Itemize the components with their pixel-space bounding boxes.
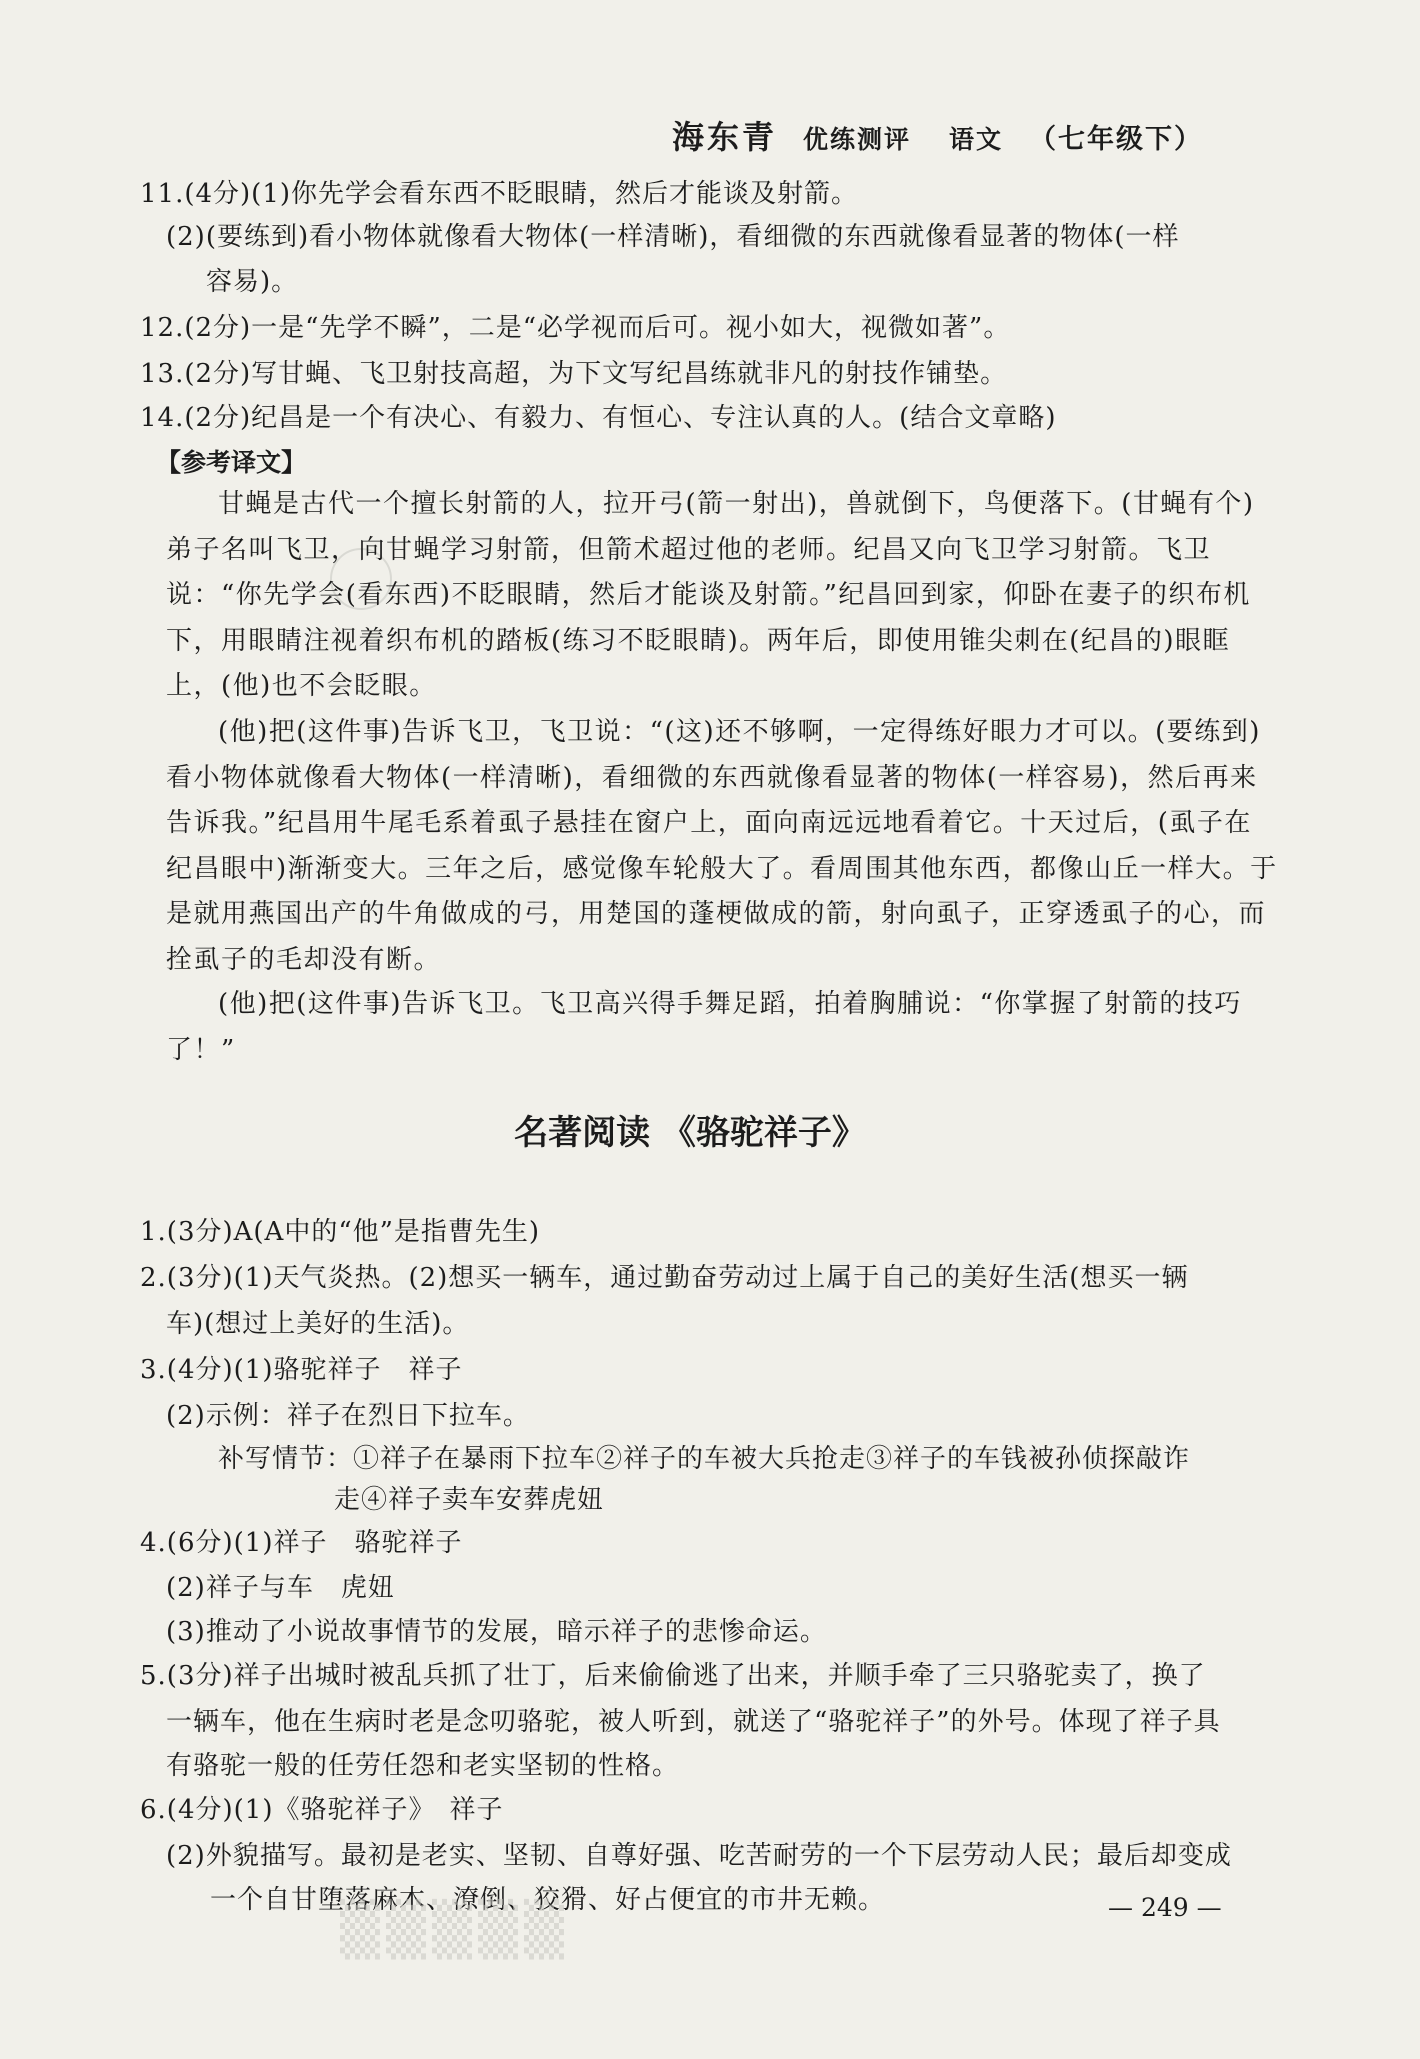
answer-line: 3.(4分)(1)骆驼祥子 祥子	[140, 1355, 463, 1385]
translation-paragraph: (他)把(这件事)告诉飞卫。飞卫高兴得手舞足蹈，拍着胸脯说：“你掌握了射箭的技巧了！”	[166, 989, 1242, 1065]
subject-name: 语文	[949, 125, 1004, 154]
page-number: — 249 —	[1108, 1893, 1222, 1922]
answer-line: 13.(2分)写甘蝇、飞卫射技高超，为下文写纪昌练就非凡的射技作铺垫。	[140, 359, 1008, 389]
answer-line: 1.(3分)A(A中的“他”是指曹先生)	[140, 1217, 541, 1247]
answer-line: 2.(3分)(1)天气炎热。(2)想买一辆车，通过勤奋劳动过上属于自己的美好生活(想买一辆	[140, 1263, 1189, 1293]
answer-line: 车)(想过上美好的生活)。	[166, 1309, 470, 1339]
series-name: 优练测评	[803, 125, 912, 154]
answer-line: (2)外貌描写。最初是老实、坚韧、自尊好强、吃苦耐劳的一个下层劳动人民；最后却变成	[166, 1841, 1232, 1871]
answer-line: 6.(4分)(1)《骆驼祥子》 祥子	[140, 1795, 504, 1825]
section-title: 名著阅读 《骆驼祥子》	[514, 1113, 866, 1153]
running-header	[672, 112, 1282, 160]
answer-line: 补写情节：①祥子在暴雨下拉车②祥子的车被大兵抢走③祥子的车钱被孙侦探敲诈	[218, 1444, 1191, 1474]
translation-paragraph: 甘蝇是古代一个擅长射箭的人，拉开弓(箭一射出)，兽就倒下，鸟便落下。(甘蝇有个)弟子名叫飞卫，向甘蝇学习射箭，但箭术超过他的老师。纪昌又向飞卫学习射箭。飞卫说：“你先学会(看东西)不眨眼睛，然后才能谈及射箭。”纪昌回到家，仰卧在妻子的织布机下，用眼睛注视着织布机的踏板(练习不眨眼睛)。两年后，即使用锥尖刺在(纪昌的)眼眶上，(他)也不会眨眼。	[166, 489, 1255, 701]
answer-line: (3)推动了小说故事情节的发展，暗示祥子的悲惨命运。	[166, 1617, 827, 1647]
watermark-mark: ▒▒▒▒▒	[340, 1900, 570, 1960]
answer-line: 有骆驼一般的任劳任怨和老实坚韧的性格。	[166, 1751, 680, 1781]
answer-line: 容易)。	[206, 267, 299, 297]
answer-line: 一辆车，他在生病时老是念叨骆驼，被人听到，就送了“骆驼祥子”的外号。体现了祥子具	[166, 1707, 1221, 1737]
answer-line: 14.(2分)纪昌是一个有决心、有毅力、有恒心、专注认真的人。(结合文章略)	[140, 403, 1057, 433]
grade-label: （七年级下）	[1029, 124, 1204, 155]
answer-line: 一个自甘堕落麻木、潦倒、狡猾、好占便宜的市井无赖。	[210, 1885, 886, 1915]
answer-line: 5.(3分)祥子出城时被乱兵抓了壮丁，后来偷偷逃了出来，并顺手牵了三只骆驼卖了，换了	[140, 1661, 1206, 1691]
answer-line: 11.(4分)(1)你先学会看东西不眨眼睛，然后才能谈及射箭。	[140, 179, 859, 209]
answer-line: 走④祥子卖车安葬虎妞	[334, 1485, 605, 1515]
answer-line: (2)(要练到)看小物体就像看大物体(一样清晰)，看细微的东西就像看显著的物体(一样	[166, 222, 1180, 252]
reference-translation-label: 【参考译文】	[156, 448, 307, 477]
answer-line: 12.(2分)一是“先学不瞬”，二是“必学视而后可。视小如大，视微如著”。	[140, 313, 1011, 343]
answer-line: (2)祥子与车 虎妞	[166, 1573, 395, 1603]
translation-paragraph: (他)把(这件事)告诉飞卫，飞卫说：“(这)还不够啊，一定得练好眼力才可以。(要练到)看小物体就像看大物体(一样清晰)，看细微的东西就像看显著的物体(一样容易)，然后再来告诉我。”纪昌用牛尾毛系着虱子悬挂在窗户上，面向南远远地看着它。十天过后，(虱子在纪昌眼中)渐渐变大。三年之后，感觉像车轮般大了。看周围其他东西，都像山丘一样大。于是就用燕国出产的牛角做成的弓，用楚国的蓬梗做成的箭，射向虱子，正穿透虱子的心，而拴虱子的毛却没有断。	[166, 717, 1278, 975]
answer-line: 4.(6分)(1)祥子 骆驼祥子	[140, 1528, 463, 1558]
answer-line: (2)示例：祥子在烈日下拉车。	[166, 1401, 530, 1431]
brand-name: 海东青	[672, 118, 778, 156]
